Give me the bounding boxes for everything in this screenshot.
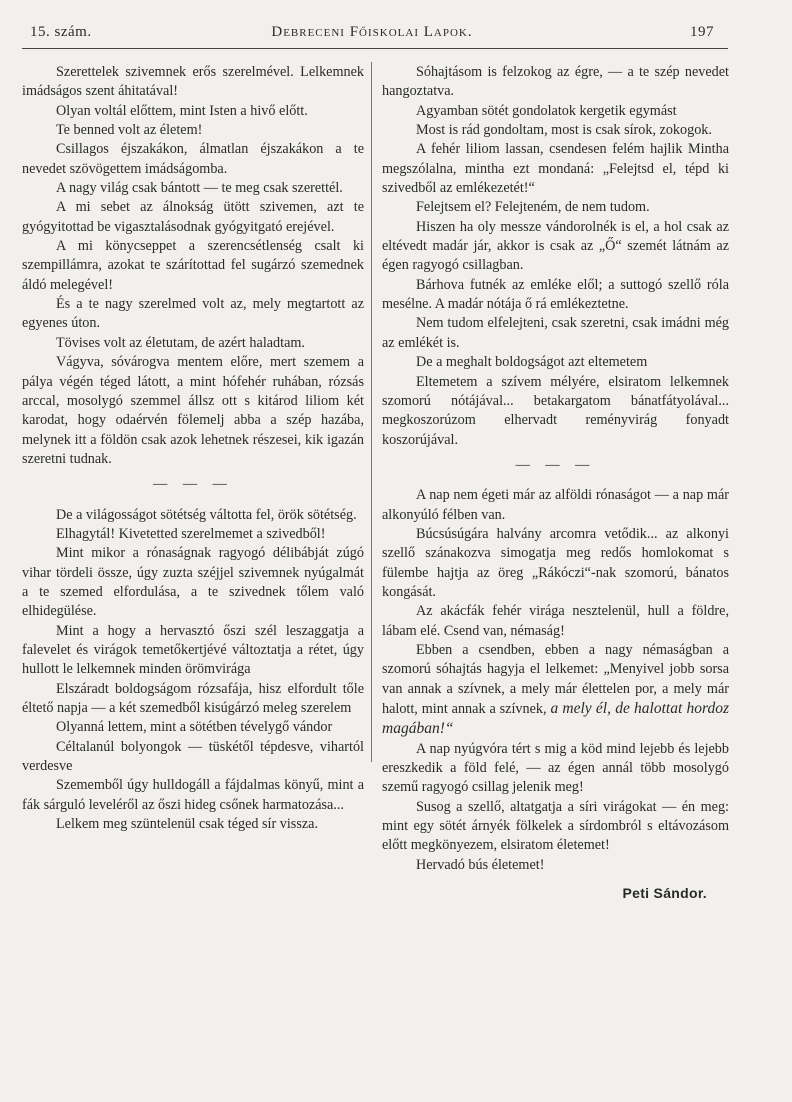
paragraph: Lelkem meg szüntelenül csak téged sír vissza. <box>56 816 318 833</box>
section-divider: — — — <box>153 476 233 493</box>
paragraph: A mi könycseppet a szerencsétlenség csalt ki szempillámra, azokat te szárítottad fel sugárzó szemednek áldó melegével! <box>22 238 364 293</box>
column-divider <box>371 62 372 762</box>
paragraph: Mint a hogy a hervasztó őszi szél leszaggatja a falevelet és virágok temetőkertjévé változtatja a rétet, úgy hullott le lelkemnek minden örömvirága <box>22 622 364 678</box>
paragraph: Elhagytál! Kivetetted szerelmemet a szivedből! <box>56 525 326 542</box>
paragraph: A nap nem égeti már az alföldi rónaságot — a nap már alkonyúló félben van. <box>382 487 729 523</box>
paragraph: Felejtsem el? Felejteném, de nem tudom. <box>416 199 650 216</box>
paragraph: Susog a szellő, altatgatja a síri virágokat — én meg: mint egy sötét árnyék fölkelek a sírdombról s eltávozásom előtt megkönyezem, elsiratom életemet! <box>382 798 729 854</box>
paragraph: És a te nagy szerelmed volt az, mely megtartott az egyenes úton. <box>22 296 364 332</box>
paragraph: Tövises volt az életutam, de azért haladtam. <box>56 334 305 351</box>
paragraph: De a meghalt boldogságot azt eltemetem <box>416 354 648 371</box>
left-column <box>22 63 364 834</box>
paragraph: Most is rád gondoltam, most is csak sírok, zokogok. <box>416 122 712 139</box>
paragraph: Csillagos éjszakákon, álmatlan éjszakákon a te nevedet szövögettem imádságomba. <box>22 141 364 177</box>
paragraph: A nap nyúgvóra tért s mig a köd mind lejebb és lejebb ereszkedik a föld felé, — az égen annál több mosolygó szemű ragyogó csillag jelenik meg! <box>382 740 729 796</box>
paragraph: Nem tudom elfelejteni, csak szeretni, csak imádni még az emlékét is. <box>382 315 729 351</box>
paragraph: A nagy világ csak bántott — te meg csak szerettél. <box>56 180 343 197</box>
paragraph: Olyan voltál előttem, mint Isten a hivő előtt. <box>56 102 308 119</box>
paragraph: Hervadó bús életemet! <box>416 856 545 873</box>
paragraph: Elszáradt boldogságom rózsafája, hisz elfordult tőle éltető napja — a két szemedből kisúgárzó meleg szerelem <box>22 680 364 716</box>
running-header <box>30 24 714 48</box>
page-number: 197 <box>690 24 714 40</box>
paragraph: De a világosságot sötétség váltotta fel, örök sötétség. <box>56 506 357 523</box>
issue-number: 15. szám. <box>30 24 92 40</box>
paragraph: Te benned volt az életem! <box>56 122 203 139</box>
paragraph: Vágyva, sóvárogva mentem előre, mert szemem a pálya végén téged látott, a mint hófehér ruhában, rózsás arccal, mosolygó szemmel állsz ott s kitárod liliom két karodat, hogy odaérvén fölemelj abba a szép hazába, melynek itt a földön csak azok lehetnek részesei, kik igazán szeretni tudnak. <box>22 354 364 467</box>
header-rule <box>22 48 728 49</box>
paragraph: Olyanná lettem, mint a sötétben tévelygő vándor <box>56 719 333 736</box>
paragraph: Sóhajtásom is felzokog az égre, — a te szép nevedet hangoztatva. <box>382 64 729 100</box>
paragraph: Eltemetem a szívem mélyére, elsiratom lelkemnek szomorú nótájával... betakargatom bánatfátyolával... megkoszorúzom elhervadt reményvirág fonyadt koszorújával. <box>382 373 729 448</box>
paragraph: Bárhova futnék az emléke elől; a suttogó szellő róla mesélne. A madár nótája ő rá emlékeztetne. <box>382 276 729 313</box>
paragraph: Agyamban sötét gondolatok kergetik egymást <box>416 102 677 119</box>
paragraph: Hiszen ha oly messze vándorolnék is el, a hol csak az eltévedt madár jár, akkor is csak az „Ő“ szemét látnám az égen ragyogó csillagban. <box>382 218 729 274</box>
paragraph: Búcsúsúgára halvány arcomra vetődik... az alkonyi szellő szánakozva simogatja meg redős homlokomat s fülembe hajtja az öreg „Rákóczi“-nak szomorú, bánatos kongását. <box>382 525 729 600</box>
paragraph: Szememből úgy hulldogáll a fájdalmas könyű, mint a fák sárguló leveléről az őszi hideg csőnek harmatozása... <box>22 777 364 813</box>
paragraph: A fehér liliom lassan, csendesen felém hajlik Mintha megszólalna, mintha ezt mondaná: „Felejtsd el, tépd ki szivedből az emlékezetét!“ <box>382 141 729 197</box>
publication-title: Debreceni Főiskolai Lapok. <box>271 24 473 40</box>
right-column <box>382 63 729 903</box>
paragraph <box>382 641 729 740</box>
paragraph: Az akácfák fehér virága nesztelenül, hull a földre, lábam elé. Csend van, némaság! <box>382 603 729 639</box>
paragraph-text: Ebben a csendben, ebben a nagy némaságban a szomorú sóhajtás hagyja el lelkemet: „Menyivel jobb sorsa van annak a szívnek, a mely már élettelen por, a mely már halott, mint annak a szívnek, <box>382 641 729 717</box>
paragraph: Szerettelek szivemnek erős szerelmével. Lelkemnek imádságos szent áhitatával! <box>22 64 364 100</box>
section-divider: — — — <box>515 456 596 473</box>
paragraph: Mint mikor a rónaságnak ragyogó délibábját zúgó vihar tördeli össze, úgy zuzta széjjel szivemnek nyúgalmát a te szemed elfordulása, a te szivednek tőlem való elhidegülése. <box>22 545 364 620</box>
italic-quote: a mely él, de halottat hordoz magában!“ <box>382 700 729 738</box>
author-signature: Peti Sándor. <box>622 885 707 902</box>
paragraph: A mi sebet az álnokság ütött szivemen, azt te gyógyitottad be vigasztalásodnak gyógyitgató erejével. <box>22 199 364 235</box>
paragraph: Céltalanúl bolyongok — tüskétől tépdesve, vihartól verdesve <box>22 738 364 775</box>
